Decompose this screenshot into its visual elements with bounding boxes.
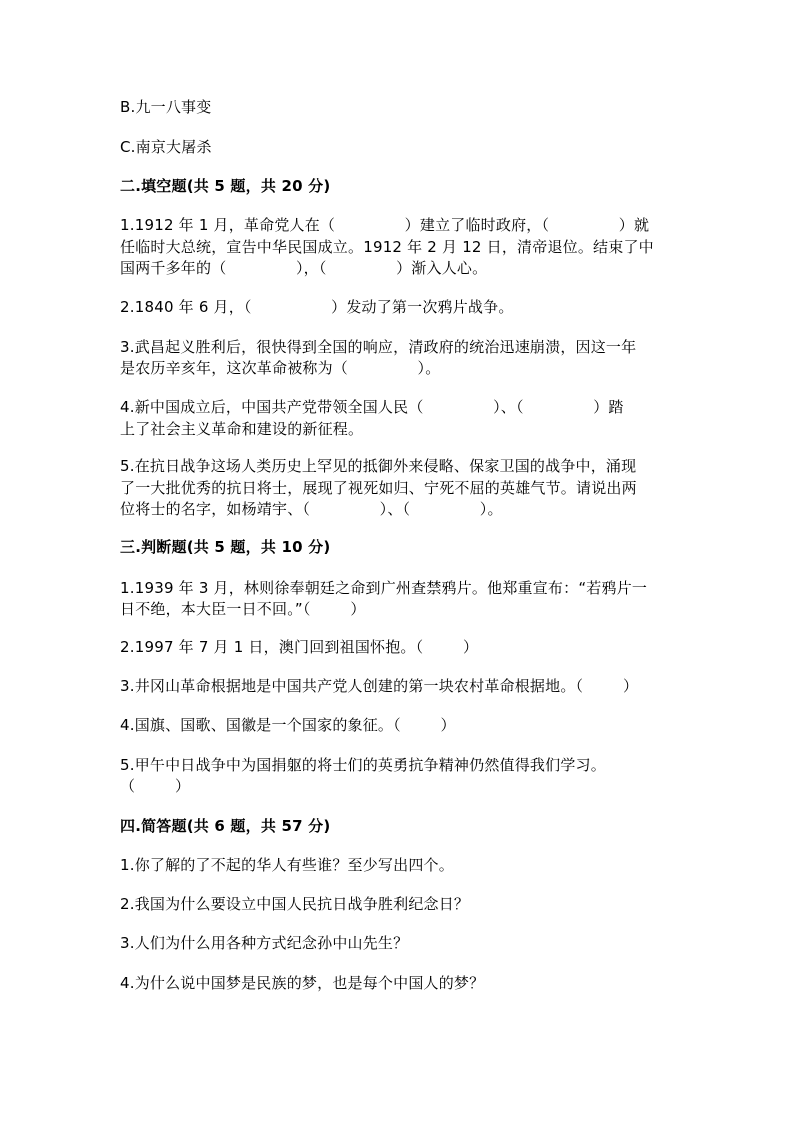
judge-q2-line1: 2.1997 年 7 月 1 日，澳门回到祖国怀抱。（ ） [120, 638, 479, 656]
fill-blank-section-title: 二.填空题(共 5 题，共 20 分) [120, 177, 331, 195]
judge-q4-line1: 4.国旗、国歌、国徽是一个国家的象征。（ ） [120, 716, 456, 734]
short-q2: 2.我国为什么要设立中国人民抗日战争胜利纪念日？ [120, 895, 470, 913]
fill-q1-line1: 1.1912 年 1 月，革命党人在（ ）建立了临时政府，（ ）就 [120, 216, 650, 234]
fill-q4-line1: 4.新中国成立后，中国共产党带领全国人民（ ）、（ ）踏 [120, 398, 624, 416]
judge-q1-line1: 1.1939 年 3 月，林则徐奉朝廷之命到广州查禁鸦片。他郑重宣布：“若鸦片一 [120, 579, 648, 597]
judge-q3-line1: 3.井冈山革命根据地是中国共产党人创建的第一块农村革命根据地。（ ） [120, 677, 639, 695]
fill-q5-line2: 了一大批优秀的抗日将士，展现了视死如归、宁死不屈的英雄气节。请说出两 [120, 479, 637, 497]
judge-q1-line2: 日不绝，本大臣一日不回。”（ ） [120, 600, 366, 618]
judge-section-title: 三.判断题(共 5 题，共 10 分) [120, 538, 331, 556]
option-c: C.南京大屠杀 [120, 138, 212, 156]
fill-q1-line3: 国两千多年的（ ），（ ）渐入人心。 [120, 259, 488, 277]
fill-q5-line3: 位将士的名字，如杨靖宇、（ ）、（ ）。 [120, 500, 503, 518]
fill-q1-line2: 任临时大总统，宣告中华民国成立。1912 年 2 月 12 日，清帝退位。结束了中 [120, 238, 654, 256]
short-answer-section-title: 四.简答题(共 6 题，共 57 分) [120, 817, 331, 835]
judge-q5-line2: （ ） [120, 777, 191, 795]
short-q3: 3.人们为什么用各种方式纪念孙中山先生？ [120, 934, 409, 952]
judge-q5-line1: 5.甲午中日战争中为国捐躯的将士们的英勇抗争精神仍然值得我们学习。 [120, 756, 606, 774]
fill-q3-line2: 是农历辛亥年，这次革命被称为（ ）。 [120, 359, 441, 377]
short-q4: 4.为什么说中国梦是民族的梦，也是每个中国人的梦？ [120, 974, 485, 992]
fill-q2-line1: 2.1840 年 6 月，（ ）发动了第一次鸦片战争。 [120, 298, 514, 316]
fill-q3-line1: 3.武昌起义胜利后，很快得到全国的响应，清政府的统治迅速崩溃，因这一年 [120, 338, 637, 356]
fill-q4-line2: 上了社会主义革命和建设的新征程。 [120, 420, 364, 438]
fill-q5-line1: 5.在抗日战争这场人类历史上罕见的抵御外来侵略、保家卫国的战争中，涌现 [120, 457, 637, 475]
short-q1: 1.你了解的了不起的华人有些谁？至少写出四个。 [120, 856, 454, 874]
option-b: B.九一八事变 [120, 98, 212, 116]
